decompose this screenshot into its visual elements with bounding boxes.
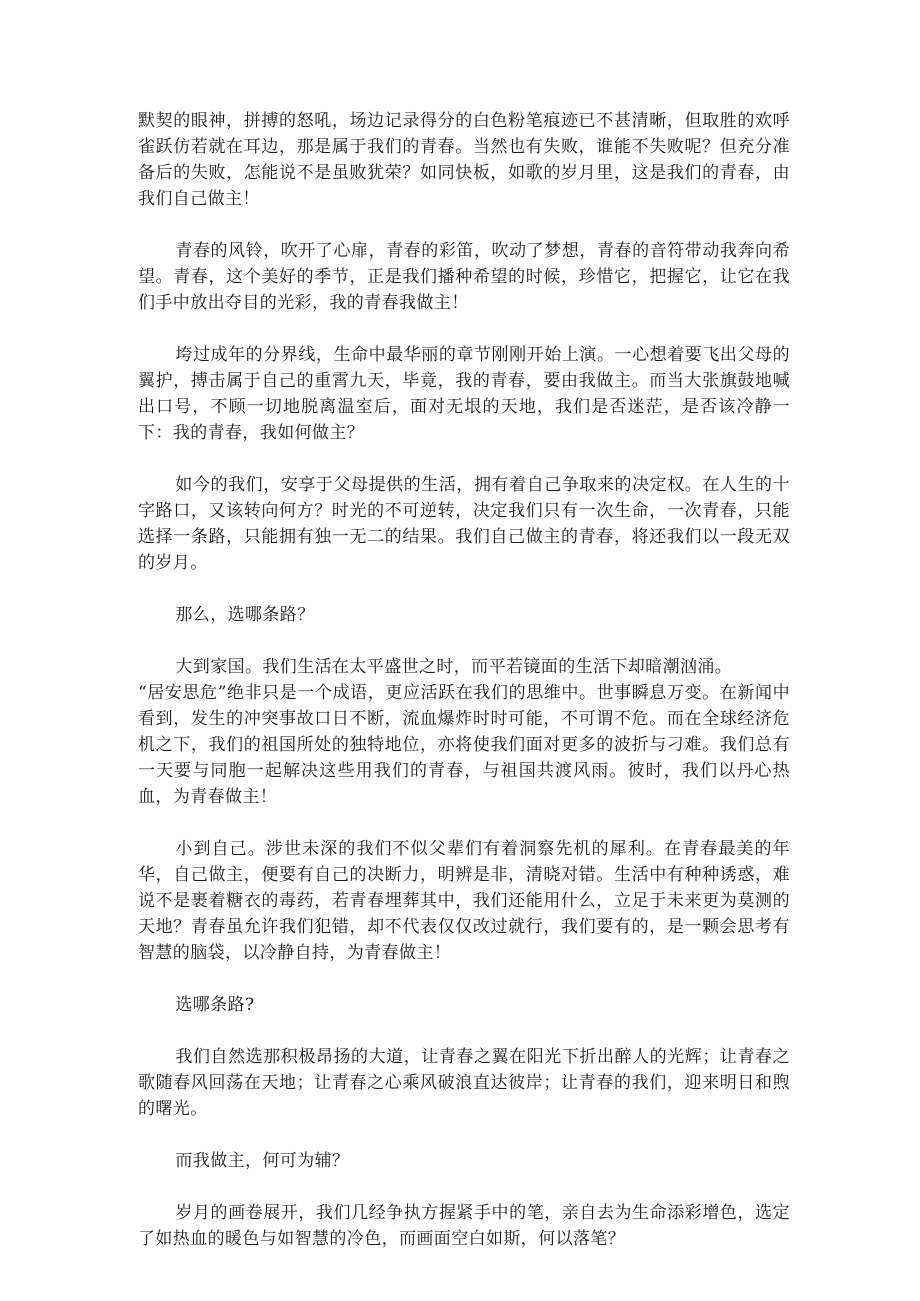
- paragraph-2: 青春的风铃，吹开了心扉，青春的彩笛，吹动了梦想，青春的音符带动我奔向希望。青春，这个美好的季节，正是我们播种希望的时候，珍惜它，把握它，让它在我们手中放出夺目的光彩，我的青春我做主！: [138, 241, 790, 313]
- paragraph-5: 那么，选哪条路？: [175, 605, 315, 625]
- paragraph-6-first-line: 大到家国。我们生活在太平盛世之时，而平若镜面的生活下却暗潮汹涌。: [175, 657, 733, 677]
- paragraph-8: 选哪条路?: [175, 995, 255, 1015]
- paragraph-1: 默契的眼神，拼搏的怒吼，场边记录得分的白色粉笔痕迹已不甚清晰，但取胜的欢呼雀跃仿若就在耳边，那是属于我们的青春。当然也有失败，谁能不失败呢？但充分准备后的失败，怎能说不是虽败犹荣？如同快板，如歌的岁月里，这是我们的青春，由我们自己做主！: [138, 111, 790, 209]
- paragraph-7: 小到自己。涉世未深的我们不似父辈们有着洞察先机的犀利。在青春最美的年华，自己做主，便要有自己的决断力，明辨是非，清晓对错。生活中有种种诱惑，难说不是裹着糖衣的毒药，若青春埋葬其中，我们还能用什么，立足于未来更为莫测的天地？青春虽允许我们犯错，却不代表仅仅改过就行，我们要有的，是一颗会思考有智慧的脑袋，以冷静自持，为青春做主！: [138, 839, 790, 963]
- paragraph-3: 垮过成年的分界线，生命中最华丽的章节刚刚开始上演。一心想着要飞出父母的翼护，搏击属于自己的重霄九天，毕竟，我的青春，要由我做主。而当大张旗鼓地喊出口号，不顾一切地脱离温室后，面对无垠的天地，我们是否迷茫，是否该冷静一下：我的青春，我如何做主？: [138, 345, 790, 443]
- paragraph-6: [138, 654, 790, 810]
- paragraph-4: 如今的我们，安享于父母提供的生活，拥有着自己争取来的决定权。在人生的十字路口，又该转向何方？时光的不可逆转，决定我们只有一次生命，一次青春，只能选择一条路，只能拥有独一无二的结果。我们自己做主的青春，将还我们以一段无双的岁月。: [138, 475, 790, 573]
- paragraph-10: 而我做主，何可为辅？: [175, 1151, 350, 1171]
- paragraph-9: 我们自然选那积极昂扬的大道，让青春之翼在阳光下折出醉人的光辉；让青春之歌随春风回荡在天地；让青春之心乘风破浪直达彼岸；让青春的我们，迎来明日和煦的曙光。: [138, 1047, 790, 1119]
- paragraph-6-continuation: “居安思危”绝非只是一个成语，更应活跃在我们的思维中。世事瞬息万变。在新闻中看到，发生的冲突事故口日不断，流血爆炸时时可能，不可谓不危。而在全球经济危机之下，我们的祖国所处的独特地位，亦将使我们面对更多的波折与刁难。我们总有一天要与同胞一起解决这些用我们的青春，与祖国共渡风雨。彼时，我们以丹心热血，为青春做主！: [138, 683, 790, 807]
- document-body: [138, 108, 790, 1278]
- paragraph-11: 岁月的画卷展开，我们几经争执方握紧手中的笔，亲自去为生命添彩增色，选定了如热血的暖色与如智慧的冷色，而画面空白如斯，何以落笔？: [138, 1203, 790, 1249]
